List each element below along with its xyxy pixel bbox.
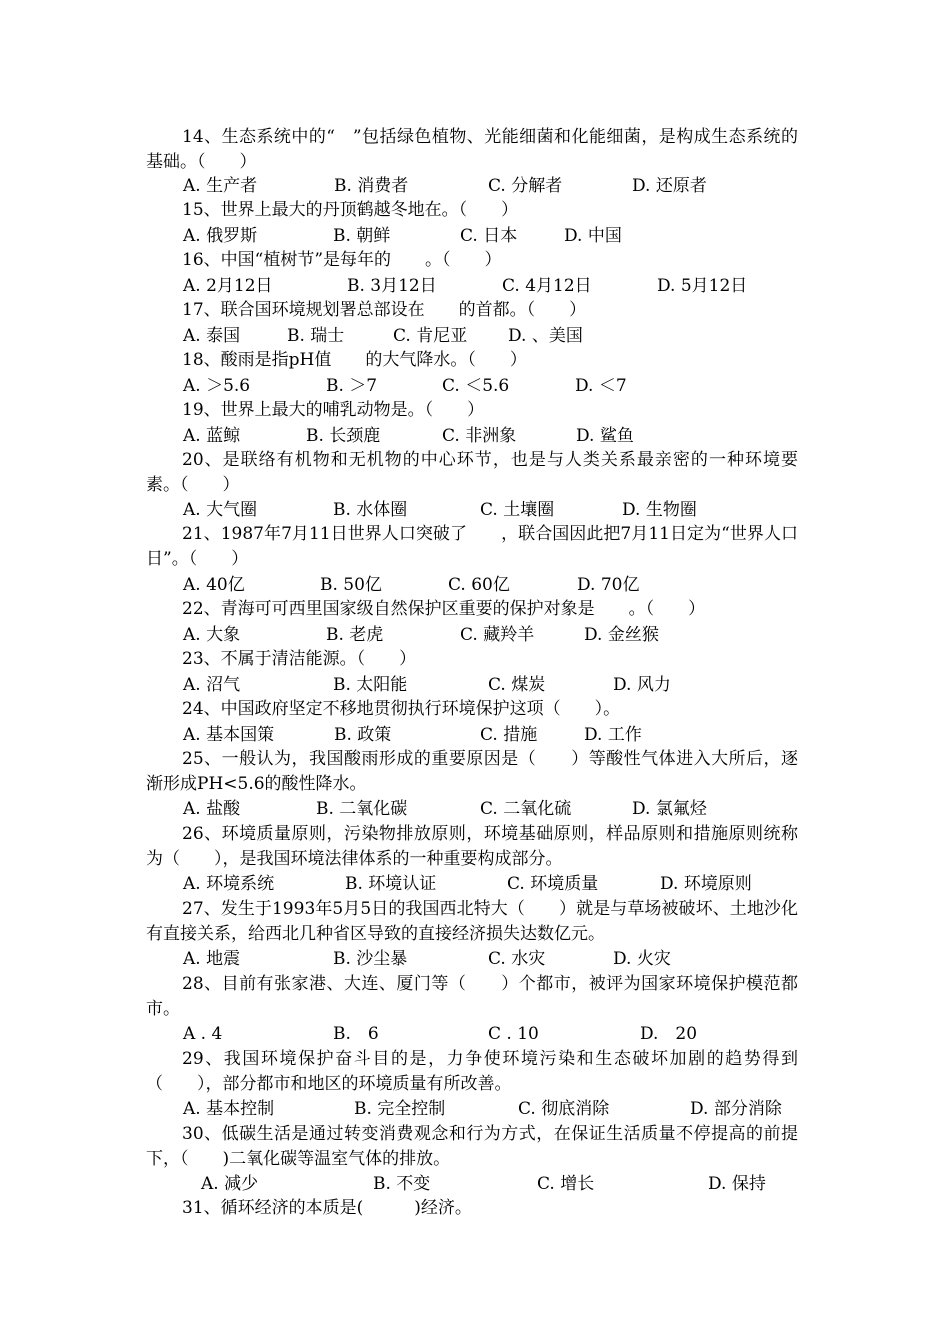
question-17: 17、联合国环境规划署总部设在 的首都。（ ）: [182, 300, 587, 320]
question-26: 26、环境质量原则，污染物排放原则，环境基础原则，样品原则和措施原则统称为（ ），是我国环境法律体系的一种重要构成部分。: [146, 824, 798, 869]
option-c: C . 10: [488, 1024, 539, 1044]
option-a: A. 泰国: [183, 326, 241, 346]
option-b: B. 朝鲜: [333, 226, 391, 246]
question-21: 21、1987年7月11日世界人口突破了 ，联合国因此把7月11日定为“世界人口日”。（ ）: [146, 524, 798, 569]
option-d: D. 火灾: [613, 949, 671, 969]
option-a: A. 盐酸: [183, 799, 241, 819]
option-b: B. 二氧化碳: [316, 799, 408, 819]
options-row: [0, 224, 950, 248]
option-b: B. 老虎: [326, 625, 384, 645]
question-19: 19、世界上最大的哺乳动物是。（ ）: [182, 400, 485, 420]
option-a: A. 环境系统: [183, 874, 275, 894]
options-row: [0, 424, 950, 448]
options-row: [0, 274, 950, 298]
option-b: B. 太阳能: [333, 675, 408, 695]
question-24: 24、中国政府坚定不移地贯彻执行环境保护这项（ ）。: [182, 699, 621, 719]
option-c: C. 彻底消除: [518, 1099, 610, 1119]
option-d: D. ＜7: [575, 376, 627, 396]
option-c: C. 4月12日: [502, 276, 592, 296]
option-b: B. 3月12日: [347, 276, 437, 296]
option-c: C. 60亿: [448, 575, 510, 595]
options-row: [0, 174, 950, 198]
option-a: A. 基本控制: [183, 1099, 275, 1119]
option-c: C. 煤炭: [488, 675, 546, 695]
options-row: [0, 498, 950, 522]
option-c: C. 藏羚羊: [460, 625, 535, 645]
option-d: D. 鲨鱼: [576, 426, 634, 446]
question-31: 31、循环经济的本质是( )经济。: [182, 1198, 472, 1218]
option-b: B. 水体圈: [333, 500, 408, 520]
options-row: [0, 1097, 950, 1121]
option-c: C. ＜5.6: [442, 376, 510, 396]
option-b: B. 政策: [334, 725, 392, 745]
question-20: 20、是联络有机物和无机物的中心环节，也是与人类关系最亲密的一种环境要素。（ ）: [146, 450, 798, 495]
option-b: B. 完全控制: [354, 1099, 446, 1119]
option-a: A. 大象: [183, 625, 241, 645]
option-c: C. 二氧化硫: [480, 799, 572, 819]
options-row: [0, 673, 950, 697]
option-c: C. 水灾: [488, 949, 546, 969]
option-b: B. ＞7: [326, 376, 378, 396]
option-a: A. 2月12日: [183, 276, 273, 296]
option-b: B. 瑞士: [287, 326, 345, 346]
option-c: C. 增长: [537, 1174, 595, 1194]
option-d: D. 风力: [613, 675, 671, 695]
option-a: A. 40亿: [183, 575, 245, 595]
option-a: A. 生产者: [183, 176, 258, 196]
option-a: A. 俄罗斯: [183, 226, 258, 246]
option-d: D. 保持: [708, 1174, 766, 1194]
option-c: C. 非洲象: [442, 426, 517, 446]
question-25: 25、一般认为，我国酸雨形成的重要原因是（ ）等酸性气体进入大所后，逐渐形成PH<5.6的酸性降水。: [146, 749, 798, 794]
question-15: 15、世界上最大的丹顶鹤越冬地在。（ ）: [182, 200, 519, 220]
question-14: 14、生态系统中的“ ”包括绿色植物、光能细菌和化能细菌，是构成生态系统的基础。（ ）: [146, 127, 798, 172]
option-b: B. 50亿: [320, 575, 382, 595]
option-d: D. 工作: [584, 725, 642, 745]
option-b: B. 长颈鹿: [306, 426, 381, 446]
option-d: D. 还原者: [632, 176, 707, 196]
question-30: 30、低碳生活是通过转变消费观念和行为方式，在保证生活质量不停提高的前提下，（ )二氧化碳等温室气体的排放。: [146, 1124, 798, 1169]
option-b: B. 沙尘暴: [333, 949, 408, 969]
options-row: [0, 723, 950, 747]
option-c: C. 土壤圈: [480, 500, 555, 520]
options-row: [0, 573, 950, 597]
options-row: [0, 324, 950, 348]
options-row: [0, 374, 950, 398]
options-row: [0, 872, 950, 896]
option-c: C. 肯尼亚: [393, 326, 468, 346]
option-d: D. 70亿: [577, 575, 640, 595]
option-c: C. 措施: [480, 725, 538, 745]
question-22: 22、青海可可西里国家级自然保护区重要的保护对象是 。（ ）: [182, 599, 706, 619]
option-a: A. 大气圈: [183, 500, 258, 520]
options-row: [0, 797, 950, 821]
question-27: 27、发生于1993年5月5日的我国西北特大（ ）就是与草场被破坏、土地沙化有直接关系，给西北几种省区导致的直接经济损失达数亿元。: [146, 899, 798, 944]
option-a: A. 减少: [201, 1174, 259, 1194]
option-d: D. 环境原则: [660, 874, 752, 894]
option-d: D. 20: [640, 1024, 698, 1044]
option-a: A. 基本国策: [183, 725, 275, 745]
options-row: [0, 1172, 950, 1196]
option-a: A. 蓝鲸: [183, 426, 241, 446]
option-c: C. 日本: [460, 226, 518, 246]
option-a: A. ＞5.6: [183, 376, 251, 396]
option-b: B. 环境认证: [345, 874, 437, 894]
options-row: [0, 623, 950, 647]
options-row: [0, 1022, 950, 1046]
option-d: D. 部分消除: [690, 1099, 782, 1119]
option-d: D. 、美国: [508, 326, 583, 346]
option-a: A. 地震: [183, 949, 241, 969]
option-b: B. 消费者: [334, 176, 409, 196]
options-row: [0, 947, 950, 971]
question-23: 23、不属于清洁能源。（ ）: [182, 649, 417, 669]
question-28: 28、目前有张家港、大连、厦门等（ ）个都市，被评为国家环境保护模范都市。: [146, 974, 798, 1019]
option-d: D. 生物圈: [622, 500, 697, 520]
option-c: C. 分解者: [488, 176, 563, 196]
option-d: D. 金丝猴: [584, 625, 659, 645]
question-29: 29、我国环境保护奋斗目的是，力争使环境污染和生态破坏加剧的趋势得到（ ），部分都市和地区的环境质量有所改善。: [146, 1049, 798, 1094]
option-c: C. 环境质量: [507, 874, 599, 894]
option-b: B. 不变: [373, 1174, 431, 1194]
option-b: B. 6: [333, 1024, 379, 1044]
option-a: A. 沼气: [183, 675, 241, 695]
question-18: 18、酸雨是指pH值 的大气降水。（ ）: [182, 350, 527, 370]
question-16: 16、中国“植树节”是每年的 。（ ）: [182, 250, 502, 270]
option-d: D. 5月12日: [657, 276, 748, 296]
option-d: D. 中国: [564, 226, 622, 246]
option-d: D. 氯氟烃: [632, 799, 707, 819]
option-a: A . 4: [183, 1024, 223, 1044]
